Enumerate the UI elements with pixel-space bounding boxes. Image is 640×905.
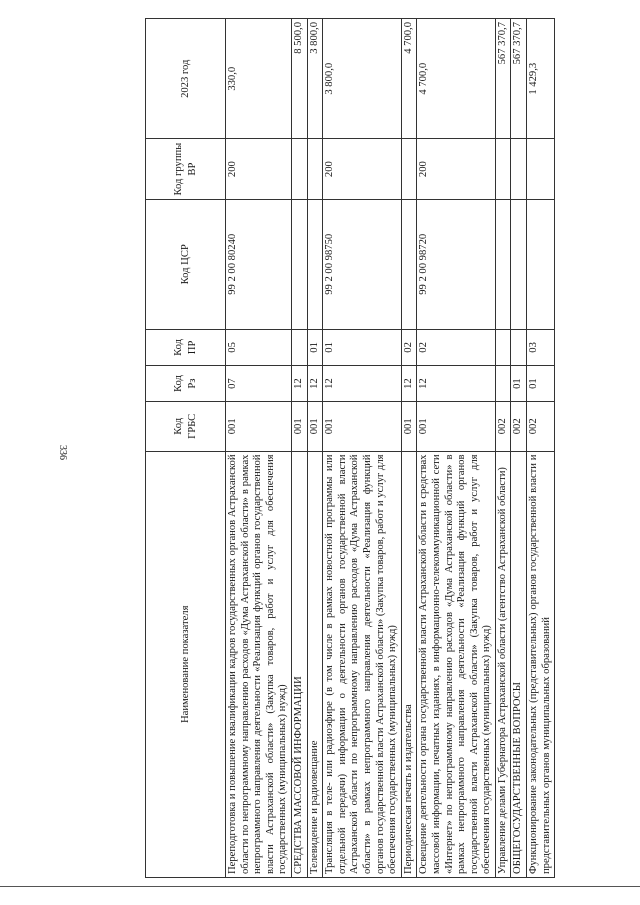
row-vr: 200 [323,139,402,199]
row-name: Периодическая печать и издательства [401,451,417,877]
row-rz: 01 [511,365,527,401]
table-row [226,19,292,878]
row-name: Переподготовка и повышение квалификации кадров государственных органов Астраханской области по непрограммному направлению расходов «Дума Астраханской области» в рамках непрограммного направления деятельности «Реализация функций органов государственной власти Астраханской области» (Закупка товаров, работ и услуг для обеспечения государственных (муниципальных) нужд) [226,451,292,877]
budget-table-rotated [145,18,552,878]
row-pr: 05 [226,329,292,365]
row-csr [307,199,323,329]
header-vr: Код группы ВР [146,139,226,199]
row-value: 330,0 [226,19,292,140]
table-row [323,19,402,878]
row-csr: 99 2 00 80240 [226,199,292,329]
row-csr [511,199,527,329]
row-value: 567 370,7 [495,19,511,140]
table-row [511,19,527,878]
row-pr: 01 [323,329,402,365]
row-vr: 200 [417,139,496,199]
row-csr [495,199,511,329]
row-csr: 99 2 00 98720 [417,199,496,329]
row-rz: 07 [226,365,292,401]
row-rz: 12 [291,365,307,401]
row-name: Трансляция в теле- или радиоэфире (в том числе в рамках новостной программы или отдельной передачи) информации о деятельности органов государственной власти Астраханской области по непрограммному направлению расходов «Дума Астраханской области» в рамках непрограммного направления деятельности «Реализация функций органов государственной власти Астраханской области» (Закупка товаров, работ и услуг для обеспечения государственных (муниципальных) нужд) [323,451,402,877]
row-grbs: 002 [495,402,511,451]
row-name: Освещение деятельности органа государственной власти Астраханской области в средствах массовой информации, печатных изданиях, в информационно-телекоммуникационной сети «Интернет» по непрограммному направлению расходов «Дума Астраханской области» в рамках непрограммного направления деятельности «Реализация функций органов государственной власти Астраханской области» (Закупка товаров, работ и услуг для обеспечения государственных (муниципальных) нужд) [417,451,496,877]
row-name: ОБЩЕГОСУДАРСТВЕННЫЕ ВОПРОСЫ [511,451,527,877]
row-grbs: 001 [323,402,402,451]
row-grbs: 001 [417,402,496,451]
table-row [401,19,417,878]
row-grbs: 002 [527,402,555,451]
row-value: 567 370,7 [511,19,527,140]
row-vr [495,139,511,199]
row-grbs: 001 [226,402,292,451]
header-name: Наименование показателя [146,451,226,877]
header-rz: Код Рз [146,365,226,401]
row-grbs: 001 [401,402,417,451]
row-value: 1 429,3 [527,19,555,140]
row-pr [511,329,527,365]
row-value: 8 500,0 [291,19,307,140]
header-pr: Код ПР [146,329,226,365]
header-grbs: Код ГРБС [146,402,226,451]
row-name: Телевидение и радиовещание [307,451,323,877]
row-pr [291,329,307,365]
row-csr [401,199,417,329]
row-vr [527,139,555,199]
row-rz: 12 [417,365,496,401]
table-row [495,19,511,878]
table-row [527,19,555,878]
row-csr [291,199,307,329]
row-pr [495,329,511,365]
row-value: 3 800,0 [307,19,323,140]
row-rz: 01 [527,365,555,401]
row-value: 4 700,0 [401,19,417,140]
row-name: СРЕДСТВА МАССОВОЙ ИНФОРМАЦИИ [291,451,307,877]
table-row [291,19,307,878]
budget-table [145,18,555,878]
table-row [417,19,496,878]
row-csr [527,199,555,329]
row-pr: 01 [307,329,323,365]
row-value: 3 800,0 [323,19,402,140]
row-grbs: 002 [511,402,527,451]
row-name: Функционирование законодательных (представительных) органов государственной власти и представительных органов муниципальных образований [527,451,555,877]
header-csr: Код ЦСР [146,199,226,329]
row-grbs: 001 [307,402,323,451]
row-grbs: 001 [291,402,307,451]
row-name: Управление делами Губернатора Астраханской области (агентство Астраханской области) [495,451,511,877]
row-vr: 200 [226,139,292,199]
row-pr: 02 [417,329,496,365]
row-rz [495,365,511,401]
row-pr: 03 [527,329,555,365]
row-pr: 02 [401,329,417,365]
table-header-row [146,19,226,878]
row-rz: 12 [323,365,402,401]
row-csr: 99 2 00 98750 [323,199,402,329]
table-row [307,19,323,878]
row-rz: 12 [307,365,323,401]
row-rz: 12 [401,365,417,401]
bottom-rule [0,886,640,887]
row-vr [291,139,307,199]
header-year: 2023 год [146,19,226,140]
row-vr [307,139,323,199]
row-vr [511,139,527,199]
row-vr [401,139,417,199]
page-number: 336 [57,445,68,460]
row-value: 4 700,0 [417,19,496,140]
